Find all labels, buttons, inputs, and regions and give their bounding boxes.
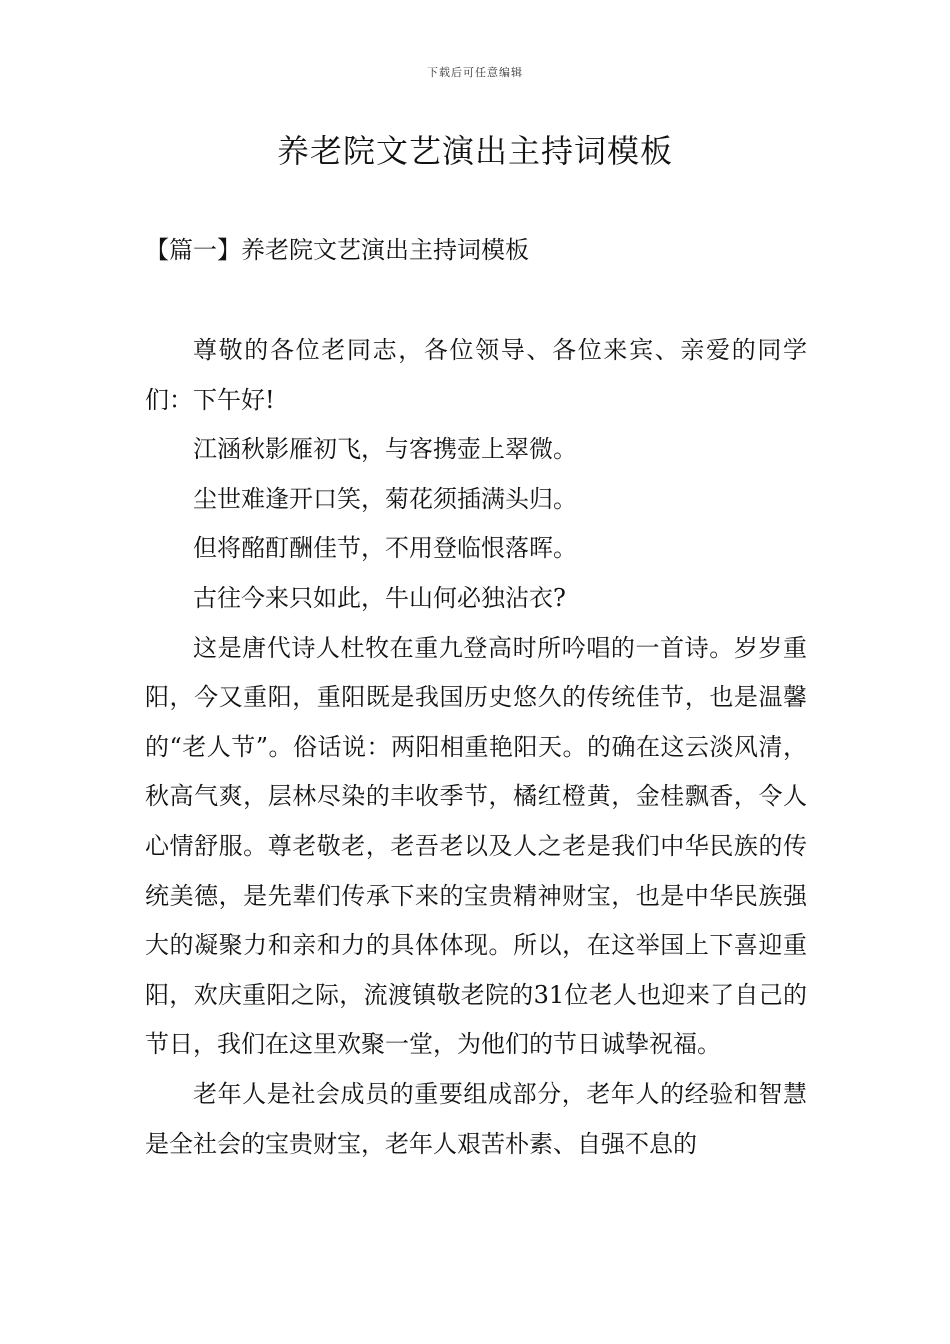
- poem-line-2: 尘世难逢开口笑，菊花须插满头归。: [193, 484, 577, 513]
- poem-line-1: 江涵秋影雁初飞，与客携壶上翠微。: [193, 435, 577, 464]
- section-heading: 【篇一】养老院文艺演出主持词模板: [145, 236, 529, 264]
- paragraph-elders: 老年人是社会成员的重要组成部分，老年人的经验和智慧是全社会的宝贵财宝，老年人艰苦朴素、自强不息的: [145, 1079, 807, 1158]
- paragraph-greeting: 尊敬的各位老同志，各位领导、各位来宾、亲爱的同学们：下午好!: [145, 336, 807, 414]
- paragraph-intro: 这是唐代诗人杜牧在重九登高时所吟唱的一首诗。岁岁重阳，今又重阳，重阳既是我国历史悠久的传统佳节，也是温馨的“老人节”。俗话说：两阳相重艳阳天。的确在这云淡风清，秋高气爽，层林尽染的丰收季节，橘红橙黄，金桂飘香，令人心情舒服。尊老敬老，老吾老以及人之老是我们中华民族的传统美德，是先辈们传承下来的宝贵精神财宝，也是中华民族强大的凝聚力和亲和力的具体体现。所以，在这举国上下喜迎重阳，欢庆重阳之际，流渡镇敬老院的31位老人也迎来了自己的节日，我们在这里欢聚一堂，为他们的节日诚挚祝福。: [145, 633, 807, 1059]
- poem-line-3: 但将酩酊酬佳节，不用登临恨落晖。: [193, 534, 577, 563]
- poem-line-4: 古往今来只如此，牛山何必独沾衣?: [193, 583, 566, 612]
- document-body: [145, 326, 807, 1169]
- header-note: 下载后可任意编辑: [427, 66, 523, 79]
- document-title: 养老院文艺演出主持词模板: [276, 132, 673, 170]
